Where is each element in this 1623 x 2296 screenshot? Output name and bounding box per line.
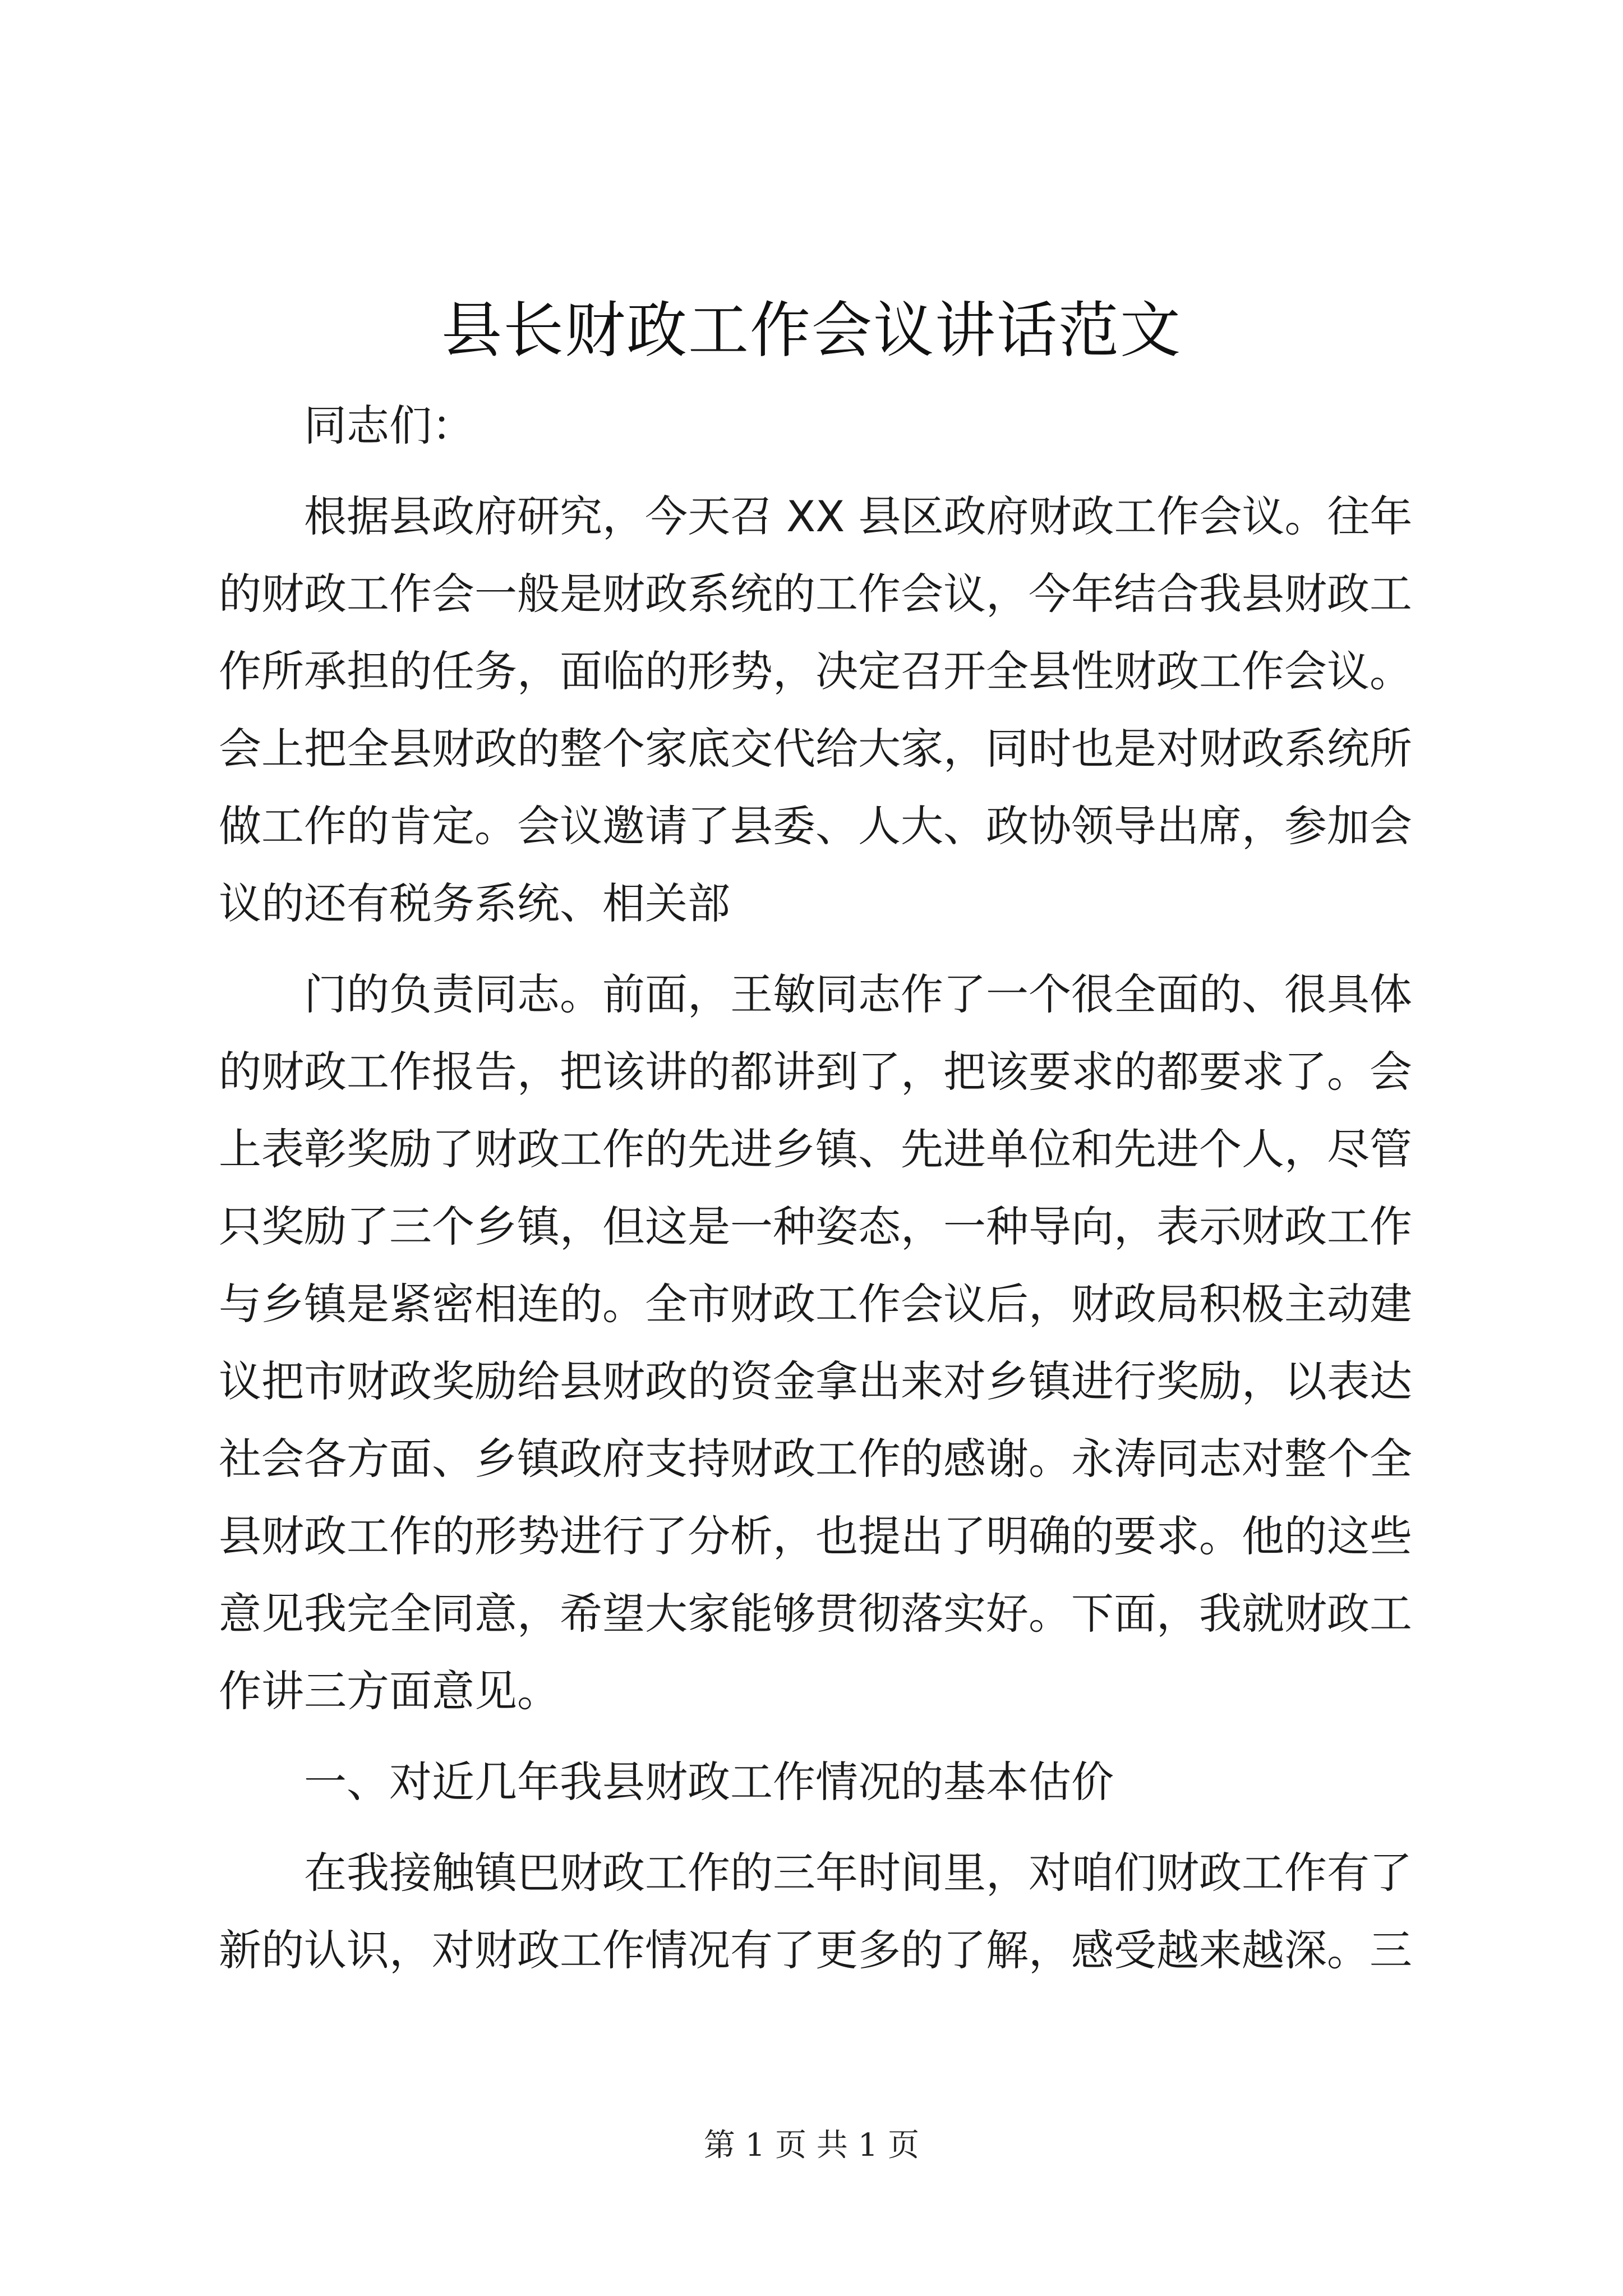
paragraph-line: 只奖励了三个乡镇，但这是一种姿态，一种导向，表示财政工作 <box>219 1202 1412 1251</box>
document-body <box>219 387 1424 1989</box>
paragraph-line: 意见我完全同意，希望大家能够贯彻落实好。下面，我就财政工 <box>219 1589 1412 1639</box>
paragraph-line: 作讲三方面意见。 <box>219 1666 560 1716</box>
paragraph-line: 在我接触镇巴财政工作的三年时间里，对咱们财政工作有了 <box>304 1848 1412 1898</box>
paragraph-line: 议把市财政奖励给县财政的资金拿出来对乡镇进行奖励，以表达 <box>219 1356 1412 1406</box>
paragraph-line: 的财政工作报告，把该讲的都讲到了，把该要求的都要求了。会 <box>219 1047 1412 1097</box>
salutation: 同志们： <box>304 401 474 450</box>
paragraph-line: 与乡镇是紧密相连的。全市财政工作会议后，财政局积极主动建 <box>219 1279 1412 1329</box>
paragraph-line: 的财政工作会一般是财政系统的工作会议，今年结合我县财政工 <box>219 569 1412 619</box>
page-number-footer: 第 1 页 共 1 页 <box>703 2127 920 2164</box>
paragraph-2 <box>219 956 1424 1730</box>
paragraph-line: 新的认识，对财政工作情况有了更多的了解，感受越来越深。三 <box>219 1925 1412 1975</box>
section-heading: 一、对近几年我县财政工作情况的基本估价 <box>304 1757 1114 1807</box>
paragraph-line: 作所承担的任务，面临的形势，决定召开全县性财政工作会议。 <box>219 646 1412 696</box>
paragraph-line: 根据县政府研究，今天召 XX 县区政府财政工作会议。往年 <box>304 491 1413 541</box>
paragraph-line: 会上把全县财政的整个家底交代给大家，同时也是对财政系统所 <box>219 724 1412 774</box>
paragraph-line: 议的还有税务系统、相关部 <box>219 878 730 928</box>
paragraph-line: 县财政工作的形势进行了分析，也提出了明确的要求。他的这些 <box>219 1511 1412 1561</box>
paragraph-line: 上表彰奖励了财政工作的先进乡镇、先进单位和先进个人，尽管 <box>219 1124 1412 1174</box>
paragraph-1 <box>219 478 1424 942</box>
paragraph-line: 做工作的肯定。会议邀请了县委、人大、政协领导出席，参加会 <box>219 801 1412 851</box>
document-title: 县长财政工作会议讲话范文 <box>441 296 1182 366</box>
paragraph-line: 社会各方面、乡镇政府支持财政工作的感谢。永涛同志对整个全 <box>219 1434 1412 1484</box>
paragraph-line: 门的负责同志。前面，王敏同志作了一个很全面的、很具体 <box>304 969 1412 1019</box>
paragraph-3 <box>219 1834 1424 1989</box>
